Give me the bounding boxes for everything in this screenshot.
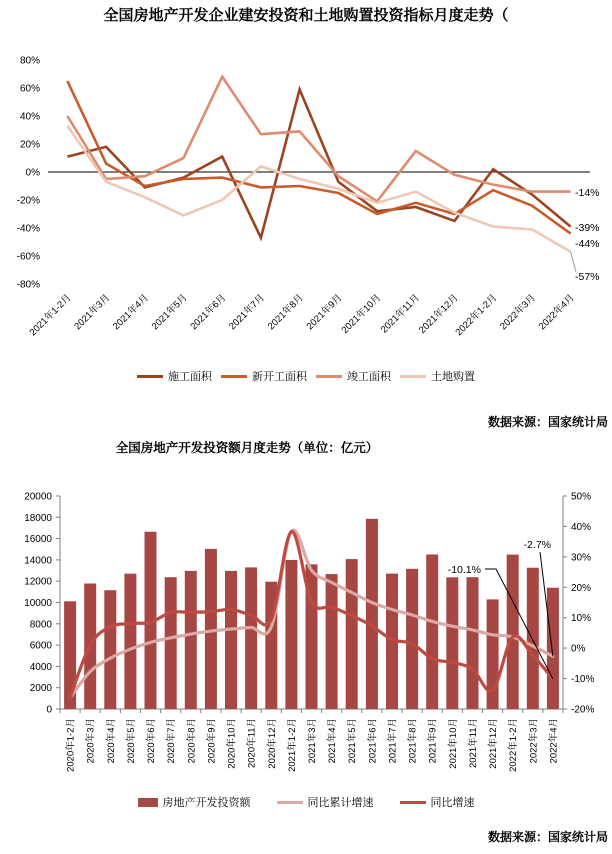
x-axis-tick-label: 2021年1-2月 <box>27 292 74 339</box>
left-axis-tick-label: 0 <box>46 704 52 716</box>
x-axis-tick-label: 2022年3月 <box>498 292 539 333</box>
legend-swatch <box>221 375 247 378</box>
x-axis-tick-label: 2021年3月 <box>72 292 113 333</box>
x-axis-tick-label: 2022年1-2月 <box>508 718 520 772</box>
right-axis-tick-label: -10% <box>571 674 595 686</box>
legend-label: 土地购置 <box>431 371 475 383</box>
legend-swatch <box>400 375 426 378</box>
bar <box>446 577 458 709</box>
end-value-annotation: -14% <box>575 187 600 199</box>
left-axis-tick-label: 20000 <box>24 491 52 503</box>
left-axis-tick-label: 2000 <box>29 683 52 695</box>
annotation-leader-line <box>571 252 576 272</box>
x-axis-tick-label: 2021年12月 <box>416 292 461 336</box>
chart1-title: 全国房地产开发企业建安投资和土地购置投资指标月度走势（ <box>103 7 509 24</box>
right-axis-tick-label: 20% <box>571 582 592 594</box>
series-line-新开工面积 <box>67 81 570 234</box>
x-axis-tick-label: 2022年4月 <box>536 292 577 333</box>
legend-item-房地产开发投资额 <box>138 794 251 810</box>
bar <box>185 571 197 709</box>
x-axis-tick-label: 2021年4月 <box>327 718 339 764</box>
left-axis-tick-label: 4000 <box>29 661 52 673</box>
legend-label: 同比增速 <box>430 797 475 809</box>
bar <box>467 577 479 709</box>
bar <box>285 560 297 709</box>
y-axis-tick-label: 40% <box>19 111 40 123</box>
chart2-title: 全国房地产开发投资额月度走势（单位：亿元） <box>115 441 379 455</box>
x-axis-tick-label: 2021年8月 <box>265 292 306 333</box>
x-axis-tick-label: 2021年3月 <box>307 718 318 764</box>
legend-label: 房地产开发投资额 <box>162 797 251 809</box>
x-axis-tick-label: 2021年5月 <box>149 292 190 333</box>
x-axis-tick-label: 2021年10月 <box>447 718 459 769</box>
end-value-annotation: -57% <box>575 271 600 283</box>
bar <box>346 559 358 709</box>
legend-label: 竣工面积 <box>347 371 391 383</box>
x-axis-tick-label: 2021年11月 <box>378 292 422 336</box>
legend-item-同比累计增速 <box>277 794 374 810</box>
left-axis-tick-label: 18000 <box>24 512 52 524</box>
legend-item-竣工面积 <box>316 368 391 384</box>
right-axis-tick-label: 0% <box>571 643 586 655</box>
right-axis-tick-label: 40% <box>571 521 592 533</box>
y-axis-tick-label: 0% <box>25 167 40 179</box>
x-axis-tick-label: 2021年8月 <box>407 718 419 764</box>
bar <box>165 577 177 709</box>
x-axis-tick-label: 2021年9月 <box>304 292 345 333</box>
bar <box>124 574 136 709</box>
left-axis-tick-label: 16000 <box>24 534 52 546</box>
line-chart <box>17 56 600 339</box>
x-axis-tick-label: 2020年6月 <box>146 718 157 764</box>
legend-label: 施工面积 <box>168 371 212 383</box>
legend-item-新开工面积 <box>221 368 307 384</box>
legend-item-土地购置 <box>400 368 475 384</box>
value-annotation: -2.7% <box>523 539 551 551</box>
bar <box>225 571 237 709</box>
x-axis-tick-label: 2021年4月 <box>111 292 151 333</box>
right-axis-tick-label: 50% <box>571 491 592 503</box>
right-axis-tick-label: 10% <box>571 613 592 625</box>
legend-swatch <box>400 801 426 804</box>
x-axis-tick-label: 2020年5月 <box>125 718 137 764</box>
combo-chart <box>24 492 594 772</box>
left-axis-tick-label: 14000 <box>24 555 52 567</box>
y-axis-tick-label: -80% <box>16 279 40 291</box>
x-axis-tick-label: 2020年4月 <box>105 718 117 764</box>
y-axis-tick-label: 20% <box>19 139 40 151</box>
left-axis-tick-label: 10000 <box>24 598 52 609</box>
x-axis-tick-label: 2021年12月 <box>488 718 500 769</box>
right-axis-tick-label: 30% <box>571 552 592 564</box>
x-axis-tick-label: 2022年3月 <box>528 718 540 764</box>
x-axis-tick-label: 2020年8月 <box>186 718 198 764</box>
x-axis-tick-label: 2021年5月 <box>347 718 359 764</box>
chart2-legend <box>0 794 612 810</box>
x-axis-tick-label: 2021年6月 <box>188 292 229 333</box>
bars-房地产开发投资额 <box>64 519 559 709</box>
x-axis-tick-label: 2021年9月 <box>427 718 439 764</box>
value-annotation: -10.1% <box>447 564 481 576</box>
series-line-施工面积 <box>67 89 570 237</box>
y-axis-tick-label: -60% <box>16 251 40 263</box>
x-axis-tick-label: 2021年6月 <box>367 718 379 764</box>
x-axis-tick-label: 2022年1-2月 <box>453 292 500 339</box>
x-axis-tick-label: 2020年11月 <box>246 718 258 768</box>
chart2-source: 数据来源：国家统计局 <box>487 830 608 844</box>
legend-swatch <box>277 801 303 804</box>
bar <box>205 549 217 709</box>
legend-item-施工面积 <box>137 368 212 384</box>
legend-swatch <box>138 798 158 807</box>
y-axis-tick-label: -20% <box>16 195 40 207</box>
x-axis-tick-label: 2020年9月 <box>206 718 218 764</box>
left-axis-tick-label: 6000 <box>29 640 52 652</box>
end-value-annotation: -44% <box>575 238 600 250</box>
end-value-annotation: -39% <box>575 222 600 234</box>
legend-label: 同比累计增速 <box>307 797 374 809</box>
chart1-legend <box>0 368 612 384</box>
x-axis-tick-label: 2021年10月 <box>339 292 384 336</box>
x-axis-tick-label: 2020年7月 <box>166 718 178 764</box>
left-axis-tick-label: 12000 <box>24 576 52 588</box>
y-axis-tick-label: 80% <box>19 55 40 67</box>
x-axis-tick-label: 2020年3月 <box>85 718 97 764</box>
chart1-source: 数据来源：国家统计局 <box>487 415 608 429</box>
y-axis-tick-label: 60% <box>19 83 40 95</box>
legend-swatch <box>137 375 163 378</box>
x-axis-tick-label: 2021年1-2月 <box>286 718 298 772</box>
bar <box>104 590 116 709</box>
legend-swatch <box>316 375 342 378</box>
legend-label: 新开工面积 <box>252 371 307 383</box>
y-axis-tick-label: -40% <box>16 223 40 235</box>
bar <box>245 567 257 709</box>
x-axis-tick-label: 2021年11月 <box>468 718 479 768</box>
bar <box>527 568 539 709</box>
x-axis-tick-label: 2022年4月 <box>548 718 560 764</box>
bar <box>547 588 559 709</box>
x-axis-tick-label: 2021年7月 <box>387 718 399 764</box>
bar <box>326 574 338 709</box>
right-axis-tick-label: -20% <box>571 704 595 716</box>
bar <box>366 519 378 709</box>
bar <box>487 599 499 709</box>
bar <box>406 569 418 709</box>
legend-item-同比增速 <box>400 794 475 810</box>
x-axis-tick-label: 2020年1-2月 <box>65 718 77 772</box>
bar <box>507 555 519 709</box>
left-axis-tick-label: 8000 <box>29 619 52 631</box>
x-axis-tick-label: 2020年10月 <box>226 718 238 769</box>
x-axis-tick-label: 2020年12月 <box>266 718 278 769</box>
bar <box>426 555 438 710</box>
x-axis-tick-label: 2021年7月 <box>227 292 268 333</box>
